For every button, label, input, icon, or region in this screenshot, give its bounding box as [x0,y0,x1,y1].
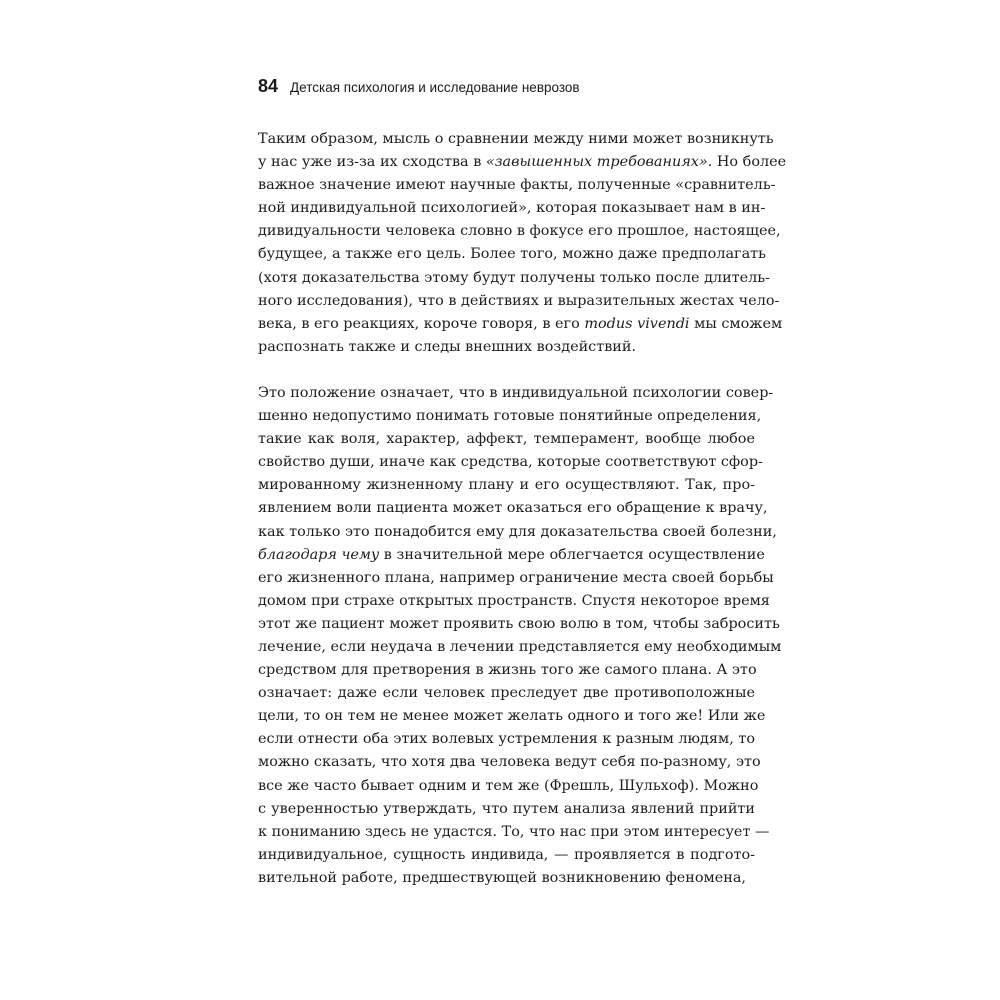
text-span: ного исследования), что в действиях и выразительных жестах чело- [258,292,780,309]
text-span: как только это понадобится ему для доказательства своей болезни, [258,523,777,540]
text-span: к пониманию здесь не удастся. То, что нас при этом интересует — [258,823,770,840]
text-line [258,844,755,867]
text-line [258,544,765,567]
text-span: цели, то он тем не менее может желать одного и того же! Или же [258,708,766,725]
text-span: распознать также и следы внешних воздействий. [258,338,637,355]
text-line [258,243,766,266]
text-span: все же часто бывает одним и тем же (Фрешль, Шульхоф). Можно [258,777,759,794]
paragraph-gap [258,359,755,382]
text-line [258,798,755,821]
text-line [258,474,755,497]
text-line [258,521,777,544]
text-span: домом при страхе открытых пространств. Спустя некоторое время [258,592,770,609]
text-line [258,313,783,336]
text-span: в значительной мере облегчается осуществление [379,546,765,563]
body-text [258,128,787,890]
text-span: означает: даже если человек преследует две противоположные [258,685,755,702]
text-line [258,382,774,405]
paragraph [258,128,787,359]
text-line [258,267,770,290]
text-span: лечение, если неудача в лечении представляется ему необходимым [258,638,782,655]
text-line [258,775,759,798]
text-span: если отнести оба этих волевых устремления к разным людям, то [258,731,755,748]
text-span: индивидуальное, сущность индивида, — проявляется в подгото- [258,846,755,863]
text-span: у нас уже из-за их сходства в [258,154,486,171]
text-line [258,751,761,774]
text-span: века, в его реакциях, короче говоря, в его [258,315,585,332]
text-span: явлением воли пациента может оказаться его обращение к врачу, [258,500,768,517]
text-span: этот же пациент может проявить свою волю в том, чтобы забросить [258,615,780,632]
text-span: мы сможем [689,315,783,332]
text-line [258,821,770,844]
text-span: его жизненного плана, например ограничение места своей борьбы [258,569,774,586]
page-number: 84 [258,76,279,96]
text-line [258,151,787,174]
text-line [258,290,780,313]
text-line [258,659,755,682]
paragraph [258,382,782,890]
text-line [258,636,782,659]
text-line [258,197,766,220]
page-header [258,76,580,102]
text-line [258,613,780,636]
italic-span: благодаря чему [258,546,380,563]
running-title: Детская психология и исследование неврозов [290,80,580,95]
text-line [258,497,768,520]
text-span: шенно недопустимо понимать готовые понятийные определения, [258,408,762,425]
text-span: будущее, а также его цель. Более того, можно даже предполагать [258,246,766,263]
text-line [258,220,781,243]
text-line [258,728,755,751]
text-span: с уверенностью утверждать, что путем анализа явлений прийти [258,800,755,817]
text-span: Это положение означает, что в индивидуальной психологии совер- [258,384,774,401]
text-line [258,128,774,151]
text-line [258,336,755,359]
text-span: мированному жизненному плану и его осуществляют. Так, про- [258,477,755,494]
text-line [258,567,774,590]
text-span: можно сказать, что хотя два человека ведут себя по-разному, это [258,754,761,771]
text-span: такие как воля, характер, аффект, темперамент, вообще любое [258,431,755,448]
text-line [258,451,763,474]
text-line [258,405,762,428]
text-span: . Но более [707,154,787,171]
text-span: (хотя доказательства этому будут получены только после длитель- [258,269,770,286]
text-span: свойство души, иначе как средства, которые соответствуют сфор- [258,454,763,471]
text-line [258,682,755,705]
text-span: ной индивидуальной психологией», которая показывает нам в ин- [258,200,766,217]
text-span: вительной работе, предшествующей возникновению феномена, [258,869,747,886]
text-line [258,867,755,890]
text-span: Таким образом, мысль о сравнении между ними может возникнуть [258,131,774,147]
text-span: важное значение имеют научные факты, полученные «сравнитель- [258,177,776,194]
italic-span: modus vivendi [584,315,690,332]
text-line [258,174,776,197]
text-span: средством для претворения в жизнь того же самого плана. А это [258,662,757,679]
text-line [258,705,766,728]
text-line [258,590,770,613]
text-line [258,428,755,451]
text-span: дивидуальности человека словно в фокусе его прошлое, настоящее, [258,223,781,240]
italic-span: «завышенных требованиях» [485,154,708,171]
